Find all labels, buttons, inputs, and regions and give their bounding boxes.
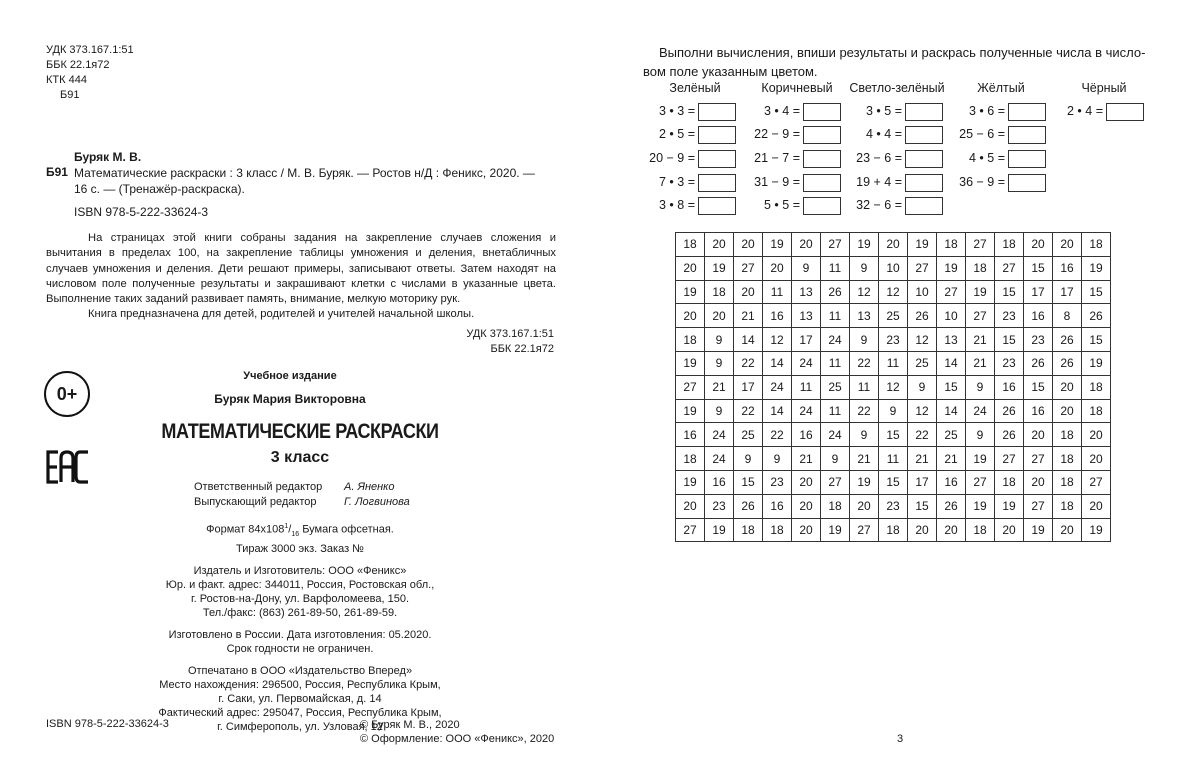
grid-row bbox=[676, 470, 1111, 494]
grid-cell[interactable]: 15 bbox=[995, 280, 1024, 304]
grid-cell[interactable]: 25 bbox=[821, 375, 850, 399]
grid-cell[interactable]: 20 bbox=[676, 256, 705, 280]
grid-cell[interactable]: 12 bbox=[908, 399, 937, 423]
grid-cell[interactable]: 20 bbox=[792, 518, 821, 542]
grid-cell[interactable]: 16 bbox=[937, 470, 966, 494]
grid-cell[interactable]: 16 bbox=[1024, 304, 1053, 328]
grid-cell[interactable]: 21 bbox=[966, 328, 995, 352]
imprint-block bbox=[140, 520, 460, 734]
grid-cell[interactable]: 22 bbox=[734, 399, 763, 423]
book-title: МАТЕМАТИЧЕСКИЕ РАСКРАСКИ bbox=[161, 420, 439, 443]
grid-row bbox=[676, 256, 1111, 280]
grid-cell[interactable]: 24 bbox=[705, 423, 734, 447]
grid-cell[interactable]: 9 bbox=[966, 423, 995, 447]
grid-cell[interactable]: 18 bbox=[1053, 494, 1082, 518]
grid-cell[interactable]: 19 bbox=[676, 351, 705, 375]
grid-cell[interactable]: 21 bbox=[966, 351, 995, 375]
grid-cell[interactable]: 19 bbox=[850, 470, 879, 494]
printed-line-5: г. Симферополь, ул. Узловая, 12 bbox=[217, 720, 383, 733]
grid-cell[interactable]: 21 bbox=[734, 304, 763, 328]
expression: 25 − 6 = bbox=[959, 127, 1005, 141]
grid-cell[interactable]: 20 bbox=[734, 233, 763, 257]
grid-cell[interactable]: 11 bbox=[821, 256, 850, 280]
grid-cell[interactable]: 20 bbox=[850, 494, 879, 518]
grid-cell[interactable]: 26 bbox=[1053, 328, 1082, 352]
grid-cell[interactable]: 26 bbox=[995, 399, 1024, 423]
grid-cell[interactable]: 20 bbox=[995, 518, 1024, 542]
grid-row bbox=[676, 280, 1111, 304]
ktk-line: КТК 444 bbox=[46, 74, 87, 86]
grid-row bbox=[676, 447, 1111, 471]
grid-cell[interactable]: 12 bbox=[908, 328, 937, 352]
grid-cell[interactable]: 14 bbox=[937, 351, 966, 375]
expression: 23 − 6 = bbox=[856, 151, 902, 165]
grid-cell[interactable]: 19 bbox=[676, 280, 705, 304]
grid-cell[interactable]: 22 bbox=[850, 399, 879, 423]
grid-cell[interactable]: 11 bbox=[879, 447, 908, 471]
grid-cell[interactable]: 19 bbox=[1082, 256, 1111, 280]
grid-cell[interactable]: 17 bbox=[908, 470, 937, 494]
grid-cell[interactable]: 19 bbox=[676, 399, 705, 423]
grid-cell[interactable]: 15 bbox=[908, 494, 937, 518]
grid-cell[interactable]: 13 bbox=[792, 280, 821, 304]
grid-cell[interactable]: 15 bbox=[1082, 328, 1111, 352]
grid-cell[interactable]: 11 bbox=[763, 280, 792, 304]
grid-cell[interactable]: 16 bbox=[995, 375, 1024, 399]
grid-cell[interactable]: 16 bbox=[763, 494, 792, 518]
grid-cell[interactable]: 9 bbox=[850, 328, 879, 352]
number-field-grid bbox=[675, 232, 1111, 542]
grid-cell[interactable]: 15 bbox=[995, 328, 1024, 352]
grid-cell[interactable]: 27 bbox=[966, 233, 995, 257]
editor-role-1: Ответственный редактор bbox=[194, 481, 323, 493]
grid-cell[interactable]: 11 bbox=[879, 351, 908, 375]
grid-cell[interactable]: 26 bbox=[734, 494, 763, 518]
grid-cell[interactable]: 17 bbox=[1053, 280, 1082, 304]
grid-cell[interactable]: 27 bbox=[821, 470, 850, 494]
grid-cell[interactable]: 19 bbox=[966, 280, 995, 304]
udk-block bbox=[46, 43, 134, 103]
grid-cell[interactable]: 9 bbox=[705, 399, 734, 423]
grid-row bbox=[676, 304, 1111, 328]
grid-cell[interactable]: 20 bbox=[1082, 423, 1111, 447]
grid-cell[interactable]: 24 bbox=[821, 423, 850, 447]
grid-cell[interactable]: 15 bbox=[1024, 375, 1053, 399]
grid-cell[interactable]: 16 bbox=[792, 423, 821, 447]
paper-text: Бумага офсетная. bbox=[299, 523, 394, 536]
grid-cell[interactable]: 19 bbox=[850, 233, 879, 257]
grid-cell[interactable]: 27 bbox=[1082, 470, 1111, 494]
biblio-line-2: 16 с. — (Тренажёр-раскраска). bbox=[74, 182, 245, 196]
isbn-bottom: ISBN 978-5-222-33624-3 bbox=[46, 718, 169, 730]
udk-right-line-2: ББК 22.1я72 bbox=[490, 343, 554, 355]
publisher-line-1: Издатель и Изготовитель: ООО «Феникс» bbox=[193, 564, 407, 577]
grid-cell[interactable]: 24 bbox=[705, 447, 734, 471]
grid-cell[interactable]: 20 bbox=[1082, 447, 1111, 471]
grid-cell[interactable]: 11 bbox=[821, 351, 850, 375]
grid-cell[interactable]: 19 bbox=[676, 470, 705, 494]
grid-cell[interactable]: 19 bbox=[821, 518, 850, 542]
grid-cell[interactable]: 21 bbox=[908, 447, 937, 471]
answer-box[interactable] bbox=[1008, 126, 1046, 144]
color-heading: Зелёный bbox=[669, 81, 721, 95]
grid-row bbox=[676, 233, 1111, 257]
grid-cell[interactable]: 15 bbox=[879, 423, 908, 447]
grid-cell[interactable]: 20 bbox=[1053, 375, 1082, 399]
bibliographic-record bbox=[74, 165, 554, 197]
grid-cell[interactable]: 11 bbox=[792, 375, 821, 399]
grid-row bbox=[676, 375, 1111, 399]
expression: 22 − 9 = bbox=[754, 127, 800, 141]
grid-cell[interactable]: 10 bbox=[937, 304, 966, 328]
editor-name-1: А. Яненко bbox=[344, 481, 395, 493]
grid-cell[interactable]: 23 bbox=[879, 328, 908, 352]
grid-cell[interactable]: 16 bbox=[705, 470, 734, 494]
editor-role-2: Выпускающий редактор bbox=[194, 496, 317, 508]
edition-type: Учебное издание bbox=[243, 370, 337, 382]
book-grade: 3 класс bbox=[270, 449, 330, 466]
grid-cell[interactable]: 21 bbox=[937, 447, 966, 471]
grid-cell[interactable]: 19 bbox=[1082, 518, 1111, 542]
printed-line-4: Фактический адрес: 295047, Россия, Республика Крым, bbox=[158, 706, 442, 719]
grid-cell[interactable]: 14 bbox=[734, 328, 763, 352]
expression: 36 − 9 = bbox=[959, 175, 1005, 189]
grid-cell[interactable]: 27 bbox=[966, 470, 995, 494]
grid-cell[interactable]: 20 bbox=[1024, 423, 1053, 447]
instruction-line-2: вом поле указанным цветом. bbox=[643, 64, 818, 79]
grid-cell[interactable]: 9 bbox=[821, 447, 850, 471]
author-sign-line: Б91 bbox=[60, 89, 80, 101]
format-sup: 1 bbox=[284, 523, 289, 530]
grid-cell[interactable]: 19 bbox=[966, 494, 995, 518]
grid-cell[interactable]: 13 bbox=[850, 304, 879, 328]
copyright-line-2: © Оформление: ООО «Феникс», 2020 bbox=[360, 733, 555, 745]
grid-cell[interactable]: 14 bbox=[763, 399, 792, 423]
expression: 32 − 6 = bbox=[856, 198, 902, 212]
grid-cell[interactable]: 19 bbox=[705, 518, 734, 542]
grid-cell[interactable]: 21 bbox=[705, 375, 734, 399]
grid-cell[interactable]: 26 bbox=[908, 304, 937, 328]
grid-cell[interactable]: 9 bbox=[705, 351, 734, 375]
grid-row bbox=[676, 518, 1111, 542]
grid-cell[interactable]: 20 bbox=[879, 233, 908, 257]
grid-cell[interactable]: 18 bbox=[1053, 470, 1082, 494]
copyright-line-1: © Буряк М. В., 2020 bbox=[360, 719, 460, 731]
answer-box[interactable] bbox=[1008, 174, 1046, 192]
grid-cell[interactable]: 23 bbox=[995, 304, 1024, 328]
grid-cell[interactable]: 12 bbox=[850, 280, 879, 304]
grid-cell[interactable]: 11 bbox=[821, 304, 850, 328]
printed-line-3: г. Саки, ул. Первомайская, д. 14 bbox=[218, 692, 382, 705]
grid-cell[interactable]: 26 bbox=[1024, 351, 1053, 375]
grid-cell[interactable]: 18 bbox=[1053, 423, 1082, 447]
grid-cell[interactable]: 27 bbox=[995, 447, 1024, 471]
grid-cell[interactable]: 14 bbox=[937, 399, 966, 423]
udk-right-block bbox=[380, 327, 554, 357]
grid-cell[interactable]: 27 bbox=[995, 256, 1024, 280]
grid-cell[interactable]: 23 bbox=[995, 351, 1024, 375]
grid-row bbox=[676, 423, 1111, 447]
grid-cell[interactable]: 18 bbox=[879, 518, 908, 542]
grid-cell[interactable]: 26 bbox=[1082, 304, 1111, 328]
grid-cell[interactable]: 17 bbox=[1024, 280, 1053, 304]
expression: 19 + 4 = bbox=[856, 175, 902, 189]
expression: 3 • 3 = bbox=[659, 104, 695, 118]
grid-cell[interactable]: 9 bbox=[879, 399, 908, 423]
grid-cell[interactable]: 20 bbox=[705, 304, 734, 328]
grid-cell[interactable]: 9 bbox=[792, 256, 821, 280]
grid-cell[interactable]: 18 bbox=[1082, 233, 1111, 257]
color-heading: Коричневый bbox=[761, 81, 833, 95]
editor-name-2: Г. Логвинова bbox=[344, 496, 410, 508]
grid-cell[interactable]: 20 bbox=[734, 280, 763, 304]
grid-cell[interactable]: 21 bbox=[792, 447, 821, 471]
grid-cell[interactable]: 24 bbox=[966, 399, 995, 423]
grid-cell[interactable]: 15 bbox=[937, 375, 966, 399]
grid-cell[interactable]: 23 bbox=[705, 494, 734, 518]
grid-cell[interactable]: 9 bbox=[850, 256, 879, 280]
bbk-line: ББК 22.1я72 bbox=[46, 59, 110, 71]
grid-cell[interactable]: 12 bbox=[763, 328, 792, 352]
grid-cell[interactable]: 15 bbox=[734, 470, 763, 494]
grid-cell[interactable]: 18 bbox=[676, 328, 705, 352]
grid-cell[interactable]: 16 bbox=[676, 423, 705, 447]
isbn-top: ISBN 978-5-222-33624-3 bbox=[74, 205, 209, 219]
expression: 3 • 8 = bbox=[659, 198, 695, 212]
expression: 4 • 4 = bbox=[866, 127, 902, 141]
grid-cell[interactable]: 11 bbox=[850, 375, 879, 399]
grid-cell[interactable]: 25 bbox=[937, 423, 966, 447]
grid-cell[interactable]: 27 bbox=[908, 256, 937, 280]
grid-cell[interactable]: 20 bbox=[1024, 233, 1053, 257]
grid-cell[interactable]: 10 bbox=[879, 256, 908, 280]
answer-box[interactable] bbox=[905, 197, 943, 215]
grid-cell[interactable]: 14 bbox=[763, 351, 792, 375]
grid-cell[interactable]: 20 bbox=[792, 494, 821, 518]
grid-cell[interactable]: 18 bbox=[1082, 375, 1111, 399]
annotation-paragraph-1: На страницах этой книги собраны задания на закрепление случаев сложения и вычитания в пределах 100, на закрепление таблицы умножения и деления, внетабличных случаев умножения и деления. Дети решают примеры, записывают ответы. Затем находят на числовом поле полученные результаты и закрашивают клетки с числами в указанные цвета. Выполнение таких заданий развивает память, внимание, мелкую моторику рук. bbox=[46, 232, 556, 306]
grid-cell[interactable]: 22 bbox=[734, 351, 763, 375]
grid-cell[interactable]: 26 bbox=[937, 494, 966, 518]
index-code: Б91 bbox=[46, 165, 68, 179]
publisher-line-4: Тел./факс: (863) 261-89-50, 261-89-59. bbox=[202, 606, 398, 619]
grid-cell[interactable]: 9 bbox=[763, 447, 792, 471]
grid-cell[interactable]: 21 bbox=[850, 447, 879, 471]
task-instruction bbox=[643, 43, 1163, 81]
expression: 7 • 3 = bbox=[659, 175, 695, 189]
grid-cell[interactable]: 26 bbox=[1053, 351, 1082, 375]
grid-cell[interactable]: 11 bbox=[821, 399, 850, 423]
grid-cell[interactable]: 9 bbox=[705, 328, 734, 352]
biblio-line-1: Математические раскраски : 3 класс / М. В. Буряк. — Ростов н/Д : Феникс, 2020. — bbox=[74, 166, 535, 180]
print-run: Тираж 3000 экз. Заказ № bbox=[236, 542, 364, 555]
grid-cell[interactable]: 25 bbox=[908, 351, 937, 375]
grid-cell[interactable]: 26 bbox=[821, 280, 850, 304]
grid-cell[interactable]: 19 bbox=[908, 233, 937, 257]
expression: 31 − 9 = bbox=[754, 175, 800, 189]
expression: 3 • 6 = bbox=[969, 104, 1005, 118]
grid-cell[interactable]: 20 bbox=[705, 233, 734, 257]
format-text: Формат 84х108 bbox=[206, 523, 285, 536]
grid-cell[interactable]: 18 bbox=[966, 518, 995, 542]
grid-cell[interactable]: 19 bbox=[1082, 351, 1111, 375]
answer-box[interactable] bbox=[1008, 150, 1046, 168]
grid-cell[interactable]: 27 bbox=[676, 518, 705, 542]
grid-cell[interactable]: 15 bbox=[1082, 280, 1111, 304]
grid-cell[interactable]: 27 bbox=[676, 375, 705, 399]
grid-cell[interactable]: 25 bbox=[734, 423, 763, 447]
grid-cell[interactable]: 16 bbox=[1053, 256, 1082, 280]
page-number: 3 bbox=[897, 733, 904, 745]
grid-cell[interactable]: 9 bbox=[908, 375, 937, 399]
expression: 2 • 5 = bbox=[659, 127, 695, 141]
grid-cell[interactable]: 18 bbox=[937, 233, 966, 257]
grid-cell[interactable]: 22 bbox=[763, 423, 792, 447]
grid-cell[interactable]: 13 bbox=[792, 304, 821, 328]
grid-cell[interactable]: 19 bbox=[937, 256, 966, 280]
grid-cell[interactable]: 18 bbox=[676, 447, 705, 471]
grid-cell[interactable]: 16 bbox=[1024, 399, 1053, 423]
grid-cell[interactable]: 19 bbox=[995, 494, 1024, 518]
grid-cell[interactable]: 18 bbox=[734, 518, 763, 542]
grid-cell[interactable]: 26 bbox=[995, 423, 1024, 447]
annotation bbox=[46, 231, 556, 323]
grid-cell[interactable]: 20 bbox=[1053, 399, 1082, 423]
grid-cell[interactable]: 24 bbox=[821, 328, 850, 352]
grid-cell[interactable]: 19 bbox=[966, 447, 995, 471]
grid-cell[interactable]: 20 bbox=[792, 233, 821, 257]
grid-cell[interactable]: 27 bbox=[821, 233, 850, 257]
grid-cell[interactable]: 20 bbox=[1053, 233, 1082, 257]
grid-cell[interactable]: 20 bbox=[676, 304, 705, 328]
printed-line-2: Место нахождения: 296500, Россия, Республика Крым, bbox=[159, 678, 441, 691]
grid-cell[interactable]: 19 bbox=[1024, 518, 1053, 542]
grid-cell[interactable]: 17 bbox=[734, 375, 763, 399]
udk-line: УДК 373.167.1:51 bbox=[46, 44, 134, 56]
grid-cell[interactable]: 22 bbox=[850, 351, 879, 375]
grid-cell[interactable]: 13 bbox=[937, 328, 966, 352]
expression: 5 • 5 = bbox=[764, 198, 800, 212]
grid-cell[interactable]: 24 bbox=[763, 375, 792, 399]
expression: 3 • 4 = bbox=[764, 104, 800, 118]
grid-cell[interactable]: 10 bbox=[908, 280, 937, 304]
grid-row bbox=[676, 494, 1111, 518]
grid-cell[interactable]: 23 bbox=[763, 470, 792, 494]
grid-cell[interactable]: 20 bbox=[792, 470, 821, 494]
grid-cell[interactable]: 24 bbox=[792, 399, 821, 423]
grid-cell[interactable]: 18 bbox=[676, 233, 705, 257]
grid-row bbox=[676, 328, 1111, 352]
grid-cell[interactable]: 27 bbox=[1024, 494, 1053, 518]
expression: 2 • 4 = bbox=[1067, 104, 1103, 118]
grid-cell[interactable]: 20 bbox=[908, 518, 937, 542]
grid-cell[interactable]: 27 bbox=[734, 256, 763, 280]
publisher-line-2: Юр. и факт. адрес: 344011, Россия, Ростовская обл., bbox=[165, 578, 435, 591]
grid-cell[interactable]: 27 bbox=[850, 518, 879, 542]
grid-cell[interactable]: 18 bbox=[1053, 447, 1082, 471]
grid-cell[interactable]: 16 bbox=[763, 304, 792, 328]
instruction-line-1: Выполни вычисления, впиши результаты и раскрась полученные числа в число- bbox=[659, 45, 1146, 60]
publisher-line-3: г. Ростов-на-Дону, ул. Варфоломеева, 150. bbox=[190, 592, 410, 605]
grid-cell[interactable]: 15 bbox=[879, 470, 908, 494]
color-heading: Чёрный bbox=[1081, 81, 1127, 95]
color-heading: Жёлтый bbox=[977, 81, 1025, 95]
grid-cell[interactable]: 27 bbox=[966, 304, 995, 328]
format-line: Формат $84х108^1/_{16}$ Бумага офсетная. bbox=[206, 523, 394, 538]
color-heading: Светло-зелёный bbox=[849, 81, 945, 95]
grid-cell[interactable]: 12 bbox=[879, 375, 908, 399]
grid-cell[interactable]: 24 bbox=[792, 351, 821, 375]
grid-cell[interactable]: 19 bbox=[763, 233, 792, 257]
grid-cell[interactable]: 20 bbox=[1082, 494, 1111, 518]
expression: 20 − 9 = bbox=[649, 151, 695, 165]
grid-cell[interactable]: 9 bbox=[966, 375, 995, 399]
printed-line-1: Отпечатано в ООО «Издательство Вперед» bbox=[187, 664, 413, 677]
made-line-1: Изготовлено в России. Дата изготовления: 05.2020. bbox=[168, 628, 432, 641]
grid-cell[interactable]: 18 bbox=[821, 494, 850, 518]
grid-cell[interactable]: 20 bbox=[1053, 518, 1082, 542]
grid-cell[interactable]: 27 bbox=[937, 280, 966, 304]
made-line-2: Срок годности не ограничен. bbox=[226, 642, 374, 655]
format-sub: 16 bbox=[291, 530, 300, 538]
grid-cell[interactable]: 18 bbox=[705, 280, 734, 304]
udk-right-line-1: УДК 373.167.1:51 bbox=[466, 328, 554, 340]
answer-box[interactable] bbox=[1106, 103, 1144, 121]
annotation-paragraph-2: Книга предназначена для детей, родителей и учителей начальной школы. bbox=[88, 308, 475, 321]
grid-cell[interactable]: 20 bbox=[763, 256, 792, 280]
grid-cell[interactable]: 20 bbox=[937, 518, 966, 542]
grid-cell[interactable]: 9 bbox=[734, 447, 763, 471]
age-rating-badge: 0+ bbox=[44, 371, 90, 417]
author-full-name: Буряк Мария Викторовна bbox=[214, 392, 366, 406]
copyright-block bbox=[360, 718, 554, 746]
grid-cell[interactable]: 25 bbox=[879, 304, 908, 328]
grid-cell[interactable]: 18 bbox=[995, 233, 1024, 257]
eac-icon bbox=[46, 450, 90, 484]
grid-cell[interactable]: 15 bbox=[1024, 256, 1053, 280]
grid-cell[interactable]: 18 bbox=[1082, 399, 1111, 423]
grid-cell[interactable]: 17 bbox=[792, 328, 821, 352]
grid-cell[interactable]: 20 bbox=[1024, 470, 1053, 494]
grid-cell[interactable]: 18 bbox=[966, 256, 995, 280]
grid-cell[interactable]: 18 bbox=[995, 470, 1024, 494]
grid-cell[interactable]: 9 bbox=[850, 423, 879, 447]
grid-cell[interactable]: 20 bbox=[676, 494, 705, 518]
expression: 3 • 5 = bbox=[866, 104, 902, 118]
grid-cell[interactable]: 27 bbox=[1024, 447, 1053, 471]
grid-cell[interactable]: 23 bbox=[879, 494, 908, 518]
grid-cell[interactable]: 19 bbox=[705, 256, 734, 280]
expression: 21 − 7 = bbox=[754, 151, 800, 165]
grid-cell[interactable]: 23 bbox=[1024, 328, 1053, 352]
grid-cell[interactable]: 18 bbox=[763, 518, 792, 542]
grid-row bbox=[676, 351, 1111, 375]
grid-cell[interactable]: 12 bbox=[879, 280, 908, 304]
grid-cell[interactable]: 22 bbox=[908, 423, 937, 447]
author-short: Буряк М. В. bbox=[74, 150, 142, 164]
grid-row bbox=[676, 399, 1111, 423]
grid-cell[interactable]: 8 bbox=[1053, 304, 1082, 328]
expression: 4 • 5 = bbox=[969, 151, 1005, 165]
